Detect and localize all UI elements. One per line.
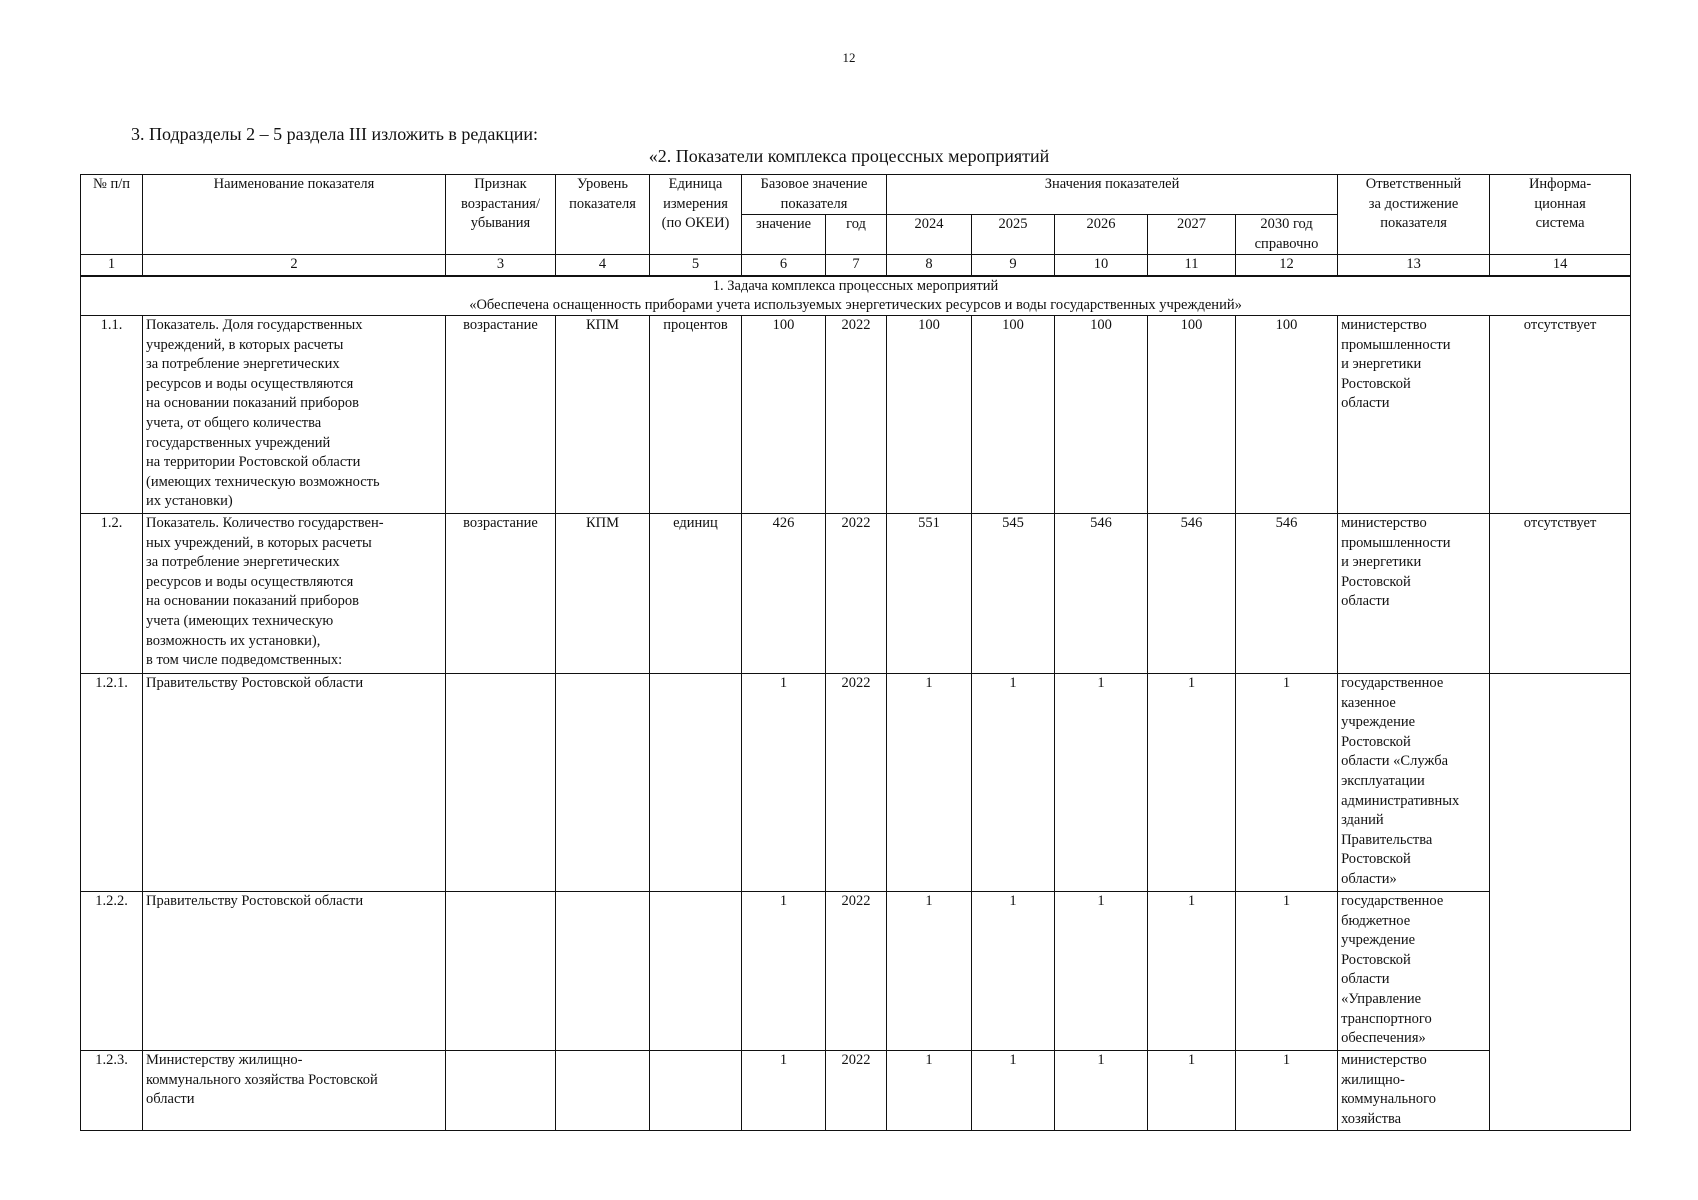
table-row [81, 1050, 1631, 1130]
task-cell [81, 276, 1631, 316]
row-base-year: 2022 [826, 673, 887, 891]
col-number: 4 [556, 255, 650, 276]
row-value-2025: 100 [972, 315, 1055, 513]
table-row [81, 891, 1631, 1050]
row-num: 1.2.2. [81, 891, 143, 1050]
row-value-2026: 1 [1055, 891, 1148, 1050]
table-row [81, 673, 1631, 891]
table-row [81, 513, 1631, 673]
row-base-value: 426 [742, 513, 826, 673]
row-level [556, 891, 650, 1050]
col-number: 8 [887, 255, 972, 276]
header-num: № п/п [81, 175, 143, 255]
row-level: КПМ [556, 315, 650, 513]
row-value-2027: 1 [1148, 673, 1236, 891]
row-value-2026: 546 [1055, 513, 1148, 673]
row-name: Министерству жилищно- коммунального хозяйства Ростовской области [143, 1050, 446, 1130]
row-responsible: министерство промышленности и энергетики Ростовской области [1338, 315, 1490, 513]
intro-text: 3. Подразделы 2 – 5 раздела III изложить в редакции: [131, 124, 538, 144]
row-sign [446, 673, 556, 891]
row-value-2025: 1 [972, 673, 1055, 891]
row-value-2026: 100 [1055, 315, 1148, 513]
header-values: Значения показателей [887, 175, 1338, 215]
row-value-2024: 100 [887, 315, 972, 513]
row-responsible: министерство промышленности и энергетики Ростовской области [1338, 513, 1490, 673]
row-level [556, 1050, 650, 1130]
row-num: 1.2.3. [81, 1050, 143, 1130]
row-value-2024: 1 [887, 673, 972, 891]
row-unit [650, 891, 742, 1050]
col-number: 6 [742, 255, 826, 276]
col-number: 14 [1490, 255, 1631, 276]
row-level: КПМ [556, 513, 650, 673]
col-number: 12 [1236, 255, 1338, 276]
row-base-value: 1 [742, 1050, 826, 1130]
column-number-row [81, 255, 1631, 276]
header-level: Уровень показателя [556, 175, 650, 255]
col-number: 10 [1055, 255, 1148, 276]
row-value-2030: 100 [1236, 315, 1338, 513]
row-num: 1.2. [81, 513, 143, 673]
header-base-value: значение [742, 215, 826, 255]
row-value-2024: 1 [887, 1050, 972, 1130]
col-number: 2 [143, 255, 446, 276]
header-unit: Единица измерения (по ОКЕИ) [650, 175, 742, 255]
row-value-2027: 1 [1148, 891, 1236, 1050]
header-responsible: Ответственный за достижение показателя [1338, 175, 1490, 255]
row-num: 1.2.1. [81, 673, 143, 891]
row-base-value: 1 [742, 891, 826, 1050]
row-responsible: министерство жилищно- коммунального хозяйства [1338, 1050, 1490, 1130]
col-number: 3 [446, 255, 556, 276]
header-name: Наименование показателя [143, 175, 446, 255]
row-value-2025: 1 [972, 1050, 1055, 1130]
row-base-year: 2022 [826, 513, 887, 673]
row-infosys-empty [1490, 673, 1631, 1130]
header-base: Базовое значение показателя [742, 175, 887, 215]
row-infosys: отсутствует [1490, 315, 1631, 513]
col-number: 13 [1338, 255, 1490, 276]
row-num: 1.1. [81, 315, 143, 513]
row-value-2025: 545 [972, 513, 1055, 673]
row-unit [650, 1050, 742, 1130]
indicators-table [80, 174, 1631, 1131]
row-value-2024: 1 [887, 891, 972, 1050]
row-name: Показатель. Доля государственных учреждений, в которых расчеты за потребление энергетических ресурсов и воды осуществляются на основании показаний приборов учета, от общего количества государственных учреждений на территории Ростовской области (имеющих техническую возможность их установки) [143, 315, 446, 513]
table-title: «2. Показатели комплекса процессных мероприятий [648, 146, 1050, 166]
table-row [81, 315, 1631, 513]
row-base-year: 2022 [826, 891, 887, 1050]
row-value-2025: 1 [972, 891, 1055, 1050]
col-number: 5 [650, 255, 742, 276]
row-level [556, 673, 650, 891]
row-value-2027: 546 [1148, 513, 1236, 673]
row-name: Правительству Ростовской области [143, 891, 446, 1050]
row-base-year: 2022 [826, 315, 887, 513]
row-responsible: государственное казенное учреждение Ростовской области «Служба эксплуатации административных зданий Правительства Ростовской области» [1338, 673, 1490, 891]
row-sign [446, 891, 556, 1050]
row-base-year: 2022 [826, 1050, 887, 1130]
row-unit [650, 673, 742, 891]
header-base-year: год [826, 215, 887, 255]
header-year-2024: 2024 [887, 215, 972, 255]
row-sign: возрастание [446, 513, 556, 673]
row-value-2026: 1 [1055, 1050, 1148, 1130]
row-name: Показатель. Количество государствен- ных учреждений, в которых расчеты за потребление энергетических ресурсов и воды осуществляются на основании показаний приборов учета (имеющих техническую возможность их установки), в том числе подведомственных: [143, 513, 446, 673]
page-number: 12 [842, 50, 856, 65]
row-value-2030: 1 [1236, 1050, 1338, 1130]
row-value-2027: 100 [1148, 315, 1236, 513]
row-sign: возрастание [446, 315, 556, 513]
row-value-2027: 1 [1148, 1050, 1236, 1130]
row-responsible: государственное бюджетное учреждение Ростовской области «Управление транспортного обеспечения» [1338, 891, 1490, 1050]
row-base-value: 100 [742, 315, 826, 513]
row-unit: процентов [650, 315, 742, 513]
header-year-2026: 2026 [1055, 215, 1148, 255]
col-number: 1 [81, 255, 143, 276]
row-value-2030: 1 [1236, 891, 1338, 1050]
header-year-2030: 2030 год справочно [1236, 215, 1338, 255]
header-year-2027: 2027 [1148, 215, 1236, 255]
col-number: 9 [972, 255, 1055, 276]
col-number: 7 [826, 255, 887, 276]
task-row [81, 276, 1631, 316]
task-title: 1. Задача комплекса процессных мероприятий [712, 277, 999, 294]
col-number: 11 [1148, 255, 1236, 276]
task-description: «Обеспечена оснащенность приборами учета используемых энергетических ресурсов и воды государственных учреждений» [469, 296, 1242, 313]
row-value-2026: 1 [1055, 673, 1148, 891]
row-infosys: отсутствует [1490, 513, 1631, 673]
header-row-1 [81, 175, 1631, 215]
header-sign: Признак возрастания/ убывания [446, 175, 556, 255]
header-infosys: Информа- ционная система [1490, 175, 1631, 255]
row-unit: единиц [650, 513, 742, 673]
row-value-2030: 1 [1236, 673, 1338, 891]
row-value-2030: 546 [1236, 513, 1338, 673]
row-name: Правительству Ростовской области [143, 673, 446, 891]
row-base-value: 1 [742, 673, 826, 891]
row-sign [446, 1050, 556, 1130]
header-year-2025: 2025 [972, 215, 1055, 255]
row-value-2024: 551 [887, 513, 972, 673]
